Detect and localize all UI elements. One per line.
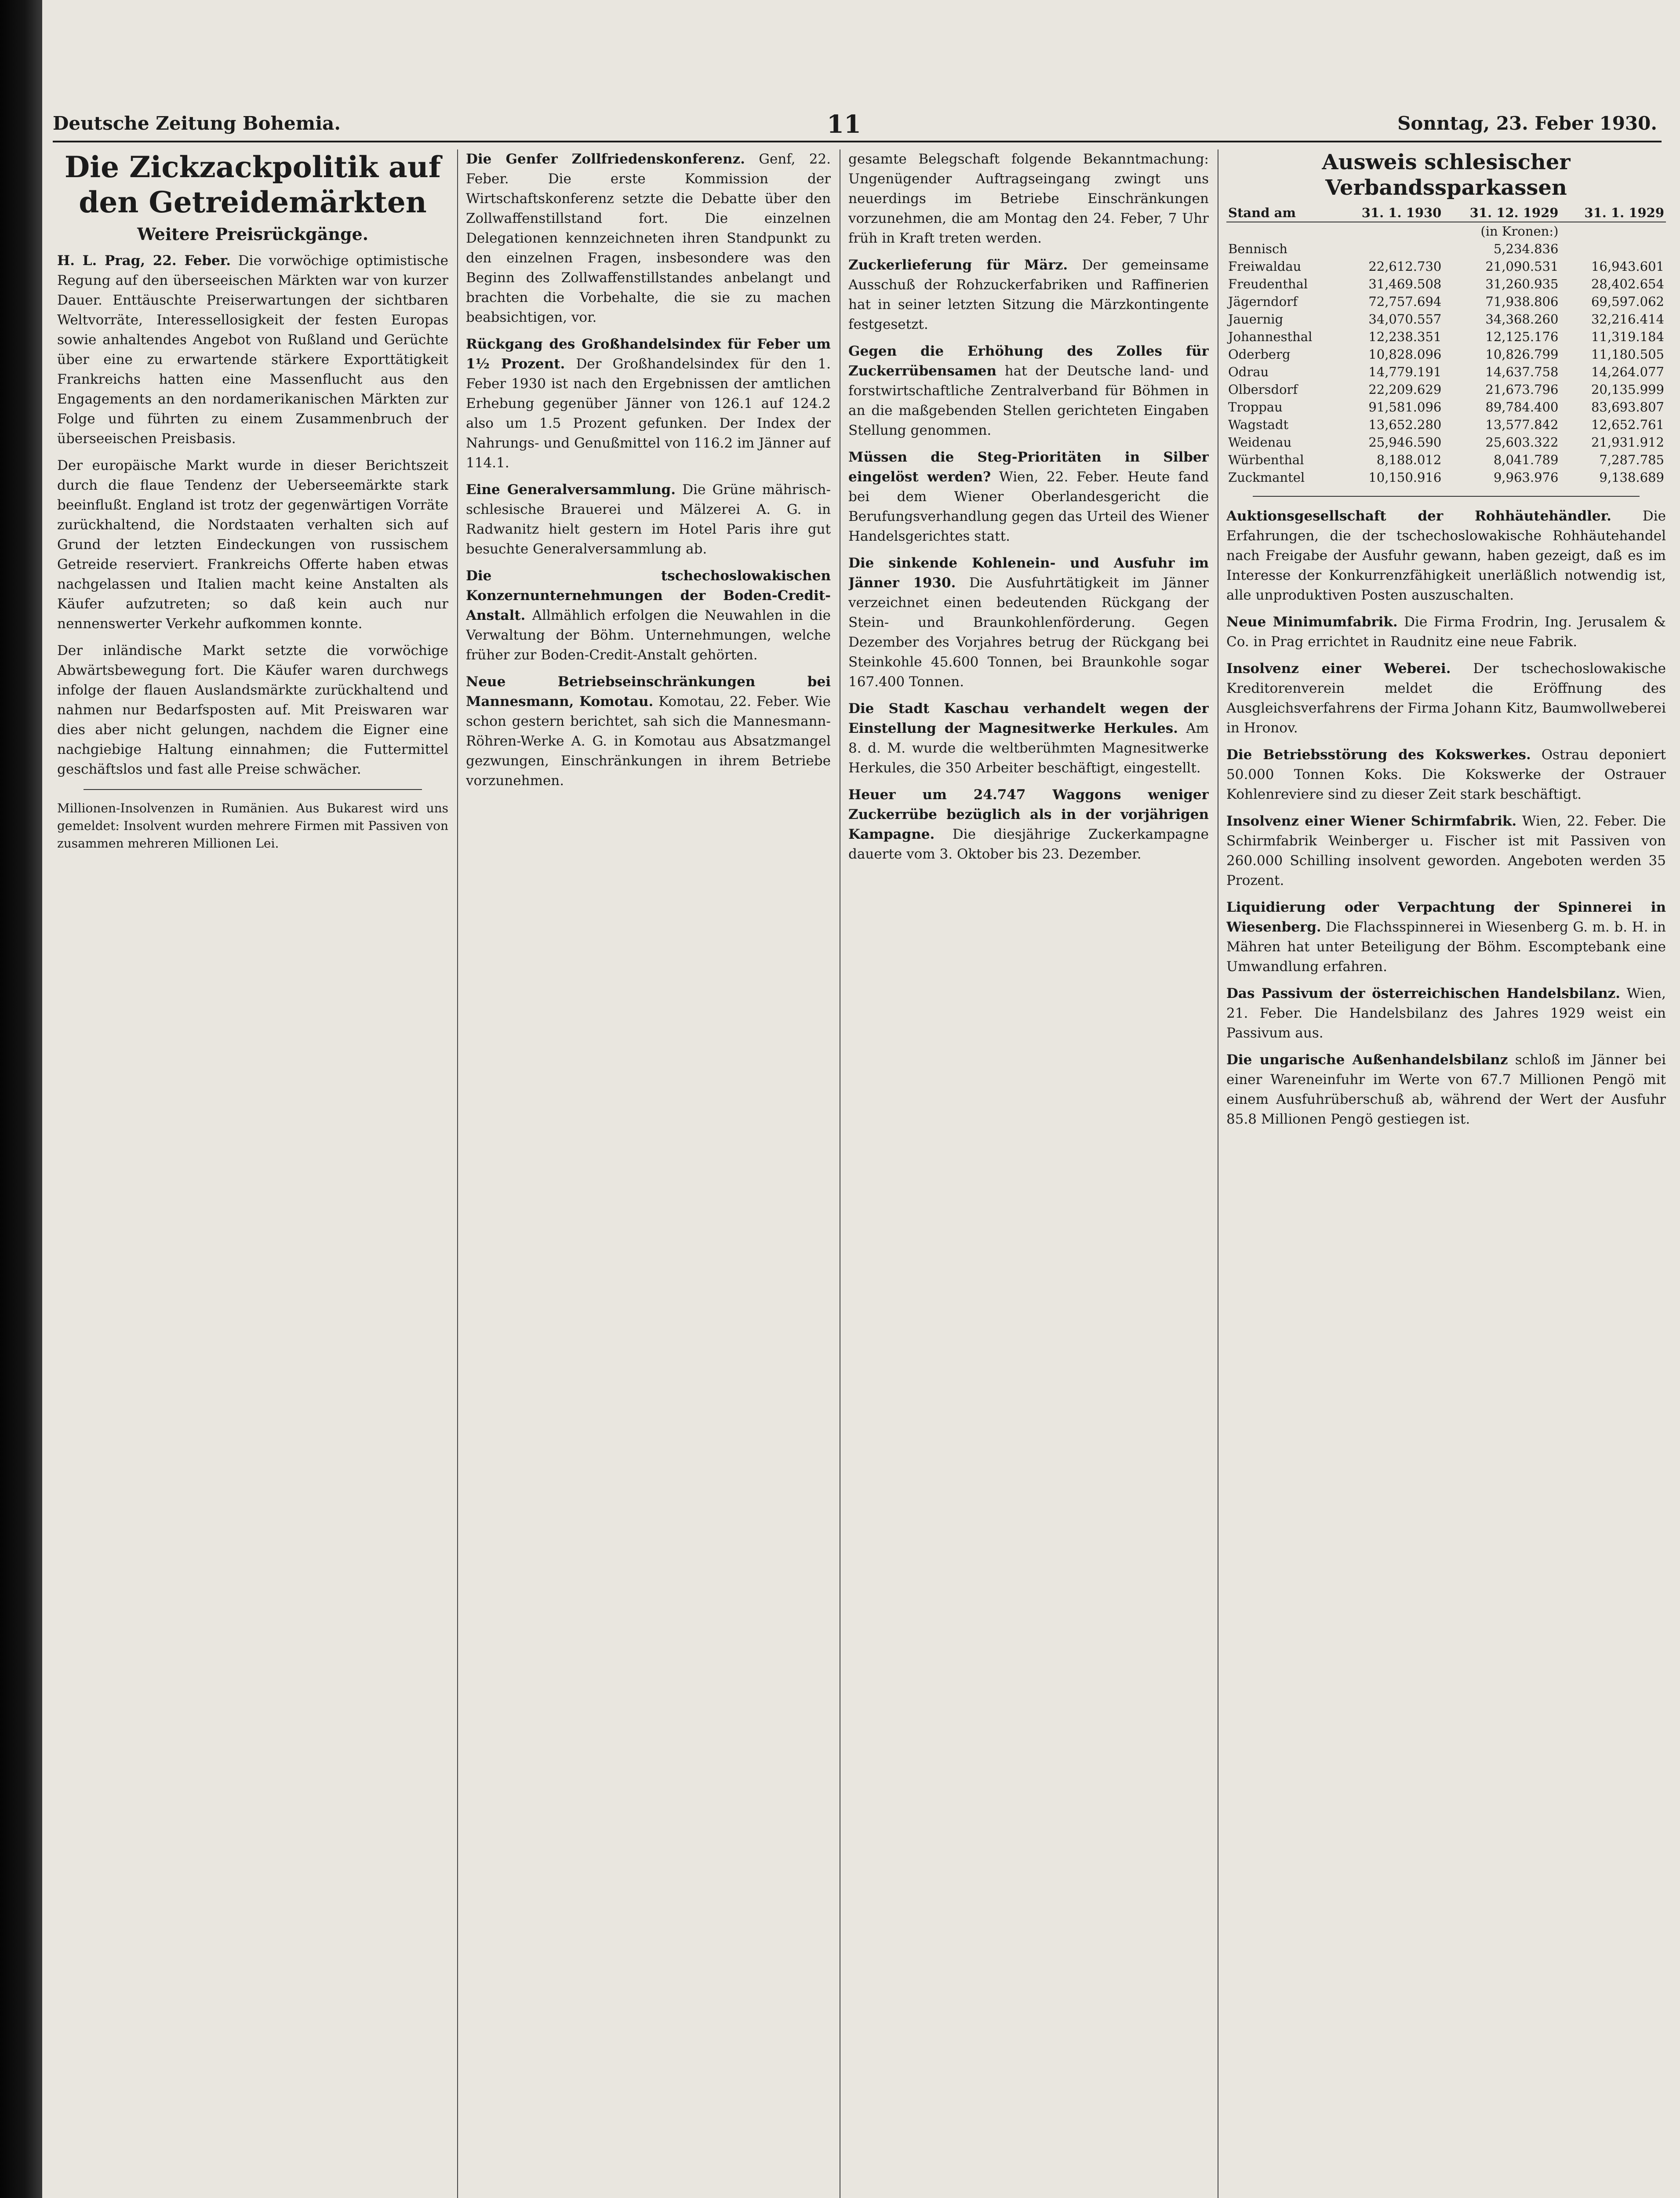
amount-cell: 91,581.096 [1368, 400, 1442, 415]
amount-cell: 14,779.191 [1368, 364, 1442, 379]
amount-cell: 5,234.836 [1493, 241, 1559, 256]
news-item-title: Insolvenz einer Weberei. [1226, 661, 1451, 677]
news-item [466, 672, 831, 791]
amount-cell: 14,637.758 [1485, 364, 1559, 379]
news-item-text: schloß im Jänner bei einer Wareneinfuhr im Werte von 67.7 Millionen Pengö mit einem Ausfuhrüberschuß ab, während der Wert der Ausfuhr 85.8 Millionen Pengö gestiegen ist. [1226, 1052, 1666, 1127]
amount-cell: 72,757.694 [1368, 294, 1442, 309]
table-row [1226, 416, 1666, 433]
amount-cell: 89,784.400 [1485, 400, 1559, 415]
issue-date: Sonntag, 23. Feber 1930. [1397, 113, 1657, 134]
bank-name-cell: Freiwaldau [1228, 259, 1302, 274]
amount-cell: 9,138.689 [1599, 470, 1664, 485]
news-item-title: Eine Generalversammlung. [466, 482, 676, 498]
news-item [848, 553, 1209, 692]
amount-cell: 28,402.654 [1591, 277, 1664, 291]
bank-name-cell: Zuckmantel [1228, 470, 1305, 485]
amount-cell: 10,826.799 [1485, 347, 1559, 362]
amount-cell: 34,368.260 [1485, 312, 1559, 327]
article-headline: Die Zickzackpolitik auf den Getreidemärkten [64, 150, 441, 219]
column-header: 31. 12. 1929 [1443, 204, 1560, 222]
amount-cell: 11,319.184 [1591, 329, 1664, 344]
news-item-text: Wien, 22. Feber. Heute fand bei dem Wiener Oberlandesgericht die Berufungsverhandlung gegen das Urteil des Wiener Handelsgerichtes statt. [848, 469, 1209, 544]
news-item-text: Genf, 22. Feber. Die erste Kommission der Wirtschaftskonferenz setzte die Debatte über den Zollwaffenstillstand fort. Die einzelnen Delegationen kennzeichneten ihren Standpunkt zu den einzelnen Fragen, insbesondere was den Beginn des Zollwaffenstillstandes anbelangt und brachten die Vorbehalte, die sie zu machen beabsichtigen, vor. [466, 151, 831, 325]
savings-bank-table [1226, 204, 1666, 486]
news-item-text: Komotau, 22. Feber. Wie schon gestern berichtet, sah sich die Mannesmann-Röhren-Werke A. G. in Komotau aus Absatzmangel gezwungen, Einschränkungen in ihrem Betriebe vorzunehmen. [466, 694, 831, 789]
news-item-title: Neue Betriebseinschränkungen bei Mannesmann, Komotau. [466, 674, 831, 710]
amount-cell: 12,125.176 [1485, 329, 1559, 344]
article-paragraph: Der inländische Markt setzte die vorwöchige Abwärtsbewegung fort. Die Käufer waren durchwegs infolge der flauen Auslandsmärkte zurückhaltend und nahmen nur Bedarfsposten auf. Mit Preiswaren war dies aber nicht gelungen, nachdem die Eigner eine nachgiebige Haltung einnahmen; die Futtermittel geschäftslos und fast alle Preise schwächer. [57, 643, 448, 777]
bank-name-cell: Freudenthal [1228, 277, 1308, 291]
amount-cell: 21,090.531 [1485, 259, 1559, 274]
bank-name-cell: Jauernig [1228, 312, 1284, 327]
amount-cell: 21,673.796 [1485, 382, 1559, 397]
amount-cell: 31,260.935 [1485, 277, 1559, 291]
table-row [1226, 328, 1666, 346]
amount-cell: 9,963.976 [1493, 470, 1559, 485]
news-item [1226, 1050, 1666, 1129]
news-item [848, 255, 1209, 335]
column-header: 31. 1. 1930 [1338, 204, 1444, 222]
news-item-title: Rückgang des Großhandelsindex für Feber um 1½ Prozent. [466, 336, 831, 372]
column-4 [1226, 149, 1666, 2198]
news-item-title: Zuckerlieferung für März. [848, 257, 1068, 273]
divider [1253, 496, 1640, 497]
page-header [53, 110, 1657, 143]
amount-cell: 16,943.601 [1591, 259, 1664, 274]
news-item-title: Die Genfer Zollfriedenskonferenz. [466, 151, 745, 167]
news-item-title: Auktionsgesellschaft der Rohhäutehändler. [1226, 508, 1611, 524]
news-item [848, 699, 1209, 778]
bank-name-cell: Oderberg [1228, 347, 1291, 362]
news-item [848, 448, 1209, 546]
notice-paragraph: Millionen-Insolvenzen in Rumänien. Aus Bukarest wird uns gemeldet: Insolvent wurden mehrere Firmen mit Passiven von zusammen mehreren Millionen Lei. [57, 801, 448, 851]
news-item-text: Die Grüne mährisch-schlesische Brauerei und Mälzerei A. G. in Radwanitz hielt gestern im Hotel Paris ihre gut besuchte Generalversammlung ab. [466, 482, 831, 557]
table-row [1226, 433, 1666, 451]
table-row [1226, 275, 1666, 293]
header-rule [53, 141, 1662, 142]
news-item-title: Das Passivum der österreichischen Handelsbilanz. [1226, 986, 1621, 1001]
article-paragraph [57, 251, 448, 449]
news-item [466, 566, 831, 665]
news-item-title: Insolvenz einer Wiener Schirmfabrik. [1226, 813, 1517, 829]
table-row [1226, 469, 1666, 486]
table-row [1226, 310, 1666, 328]
column-divider [457, 149, 458, 2198]
byline: H. L. Prag, 22. Feber. [57, 253, 231, 269]
amount-cell: 14,264.077 [1591, 364, 1664, 379]
amount-cell [1560, 240, 1666, 258]
newspaper-name: Deutsche Zeitung Bohemia. [53, 113, 341, 134]
amount-cell: 25,946.590 [1368, 435, 1442, 450]
article-paragraph: Der europäische Markt wurde in dieser Berichtszeit durch die flaue Tendenz der Ueberseemärkte stark beeinflußt. England ist trotz der gegenwärtigen Vorräte zurückhaltend, die Nordstaaten verhalten sich auf Grund der letzten Eindeckungen von russischem Getreide reserviert. Frankreichs Offerte haben etwas nachgelassen und Italien macht keine Anstalten als Käufer aufzutreten; so daß kein auch nur nennenswerter Verkehr aufkommen konnte. [57, 458, 448, 632]
scan-border [0, 0, 42, 2198]
news-item-text: Wien, 21. Feber. Die Handelsbilanz des Jahres 1929 weist ein Passivum aus. [1226, 986, 1666, 1041]
bank-name-cell: Olbersdorf [1228, 382, 1298, 397]
news-item-text: Allmählich erfolgen die Neuwahlen in die Verwaltung der Böhm. Unternehmungen, welche früher zur Boden-Credit-Anstalt gehörten. [466, 608, 831, 663]
table-row [1226, 363, 1666, 381]
news-item-text: Ostrau deponiert 50.000 Tonnen Koks. Die Kokswerke der Ostrauer Kohlenreviere sind zu dieser Zeit stark beschäftigt. [1226, 747, 1666, 802]
column-2 [466, 149, 831, 2198]
amount-cell: 8,041.789 [1493, 452, 1559, 467]
column-3 [848, 149, 1209, 2198]
news-item-title: Die sinkende Kohlenein- und Ausfuhr im Jänner 1930. [848, 555, 1209, 591]
bank-name-cell: Troppau [1228, 400, 1283, 415]
news-item-text: Die diesjährige Zuckerkampagne dauerte vom 3. Oktober bis 23. Dezember. [848, 826, 1209, 862]
amount-cell: 22,612.730 [1368, 259, 1442, 274]
amount-cell: 11,180.505 [1591, 347, 1664, 362]
article-subheadline: Weitere Preisrückgänge. [137, 224, 368, 244]
divider [84, 789, 422, 790]
news-item-text: Die Firma Frodrin, Ing. Jerusalem & Co. in Prag errichtet in Raudnitz eine neue Fabrik. [1226, 614, 1666, 650]
amount-cell: 8,188.012 [1376, 452, 1442, 467]
news-item-title: Die tschechoslowakischen Konzernunternehmungen der Boden-Credit-Anstalt. [466, 568, 831, 623]
bank-name-cell: Wagstadt [1228, 417, 1289, 432]
paragraph-text: Die vorwöchige optimistische Regung auf den überseeischen Märkten war von kurzer Dauer. Enttäuschte Preiserwartungen der sichtbaren Weltvorräte, Interessellosigkeit der festen Europas sowie anhaltendes Angebot von Rußland und Gerüchte über eine zu erwartende stärkere Exporttätigkeit Frankreichs hatten eine Massenflucht aus den Engagements an den nordamerikanischen Märkten zur Folge und führten zu einem Zusammenbruch der überseeischen Preisbasis. [57, 253, 448, 447]
news-item [1226, 612, 1666, 652]
amount-cell: 83,693.807 [1591, 400, 1664, 415]
news-item [848, 785, 1209, 864]
news-item-title: Die ungarische Außenhandelsbilanz [1226, 1052, 1508, 1068]
table-row [1226, 293, 1666, 310]
news-item [466, 480, 831, 559]
column-header: 31. 1. 1929 [1560, 204, 1666, 222]
news-item [466, 335, 831, 473]
news-item [1226, 984, 1666, 1043]
amount-cell: 25,603.322 [1485, 435, 1559, 450]
amount-cell: 12,652.761 [1591, 417, 1664, 432]
news-item-title: Gegen die Erhöhung des Zolles für Zuckerrübensamen [848, 343, 1209, 379]
news-item [1226, 745, 1666, 804]
amount-cell [1338, 240, 1444, 258]
amount-cell: 69,597.062 [1591, 294, 1664, 309]
amount-cell: 7,287.785 [1599, 452, 1664, 467]
amount-cell: 10,150.916 [1368, 470, 1442, 485]
table-header-row [1226, 204, 1666, 222]
news-item [1226, 812, 1666, 891]
news-item-text: Der tschechoslowakische Kreditorenverein meldet die Eröffnung des Ausgleichsverfahrens der Firma Johann Kitz, Baumwollweberei in Hronov. [1226, 661, 1666, 736]
table-row [1226, 346, 1666, 363]
news-item [1226, 898, 1666, 977]
news-item-text: hat der Deutsche land- und forstwirtschaftliche Zentralverband für Böhmen in an die maßgebenden Stellen gerichteten Eingaben Stellung genommen. [848, 363, 1209, 438]
amount-cell: 31,469.508 [1368, 277, 1442, 291]
amount-cell: 10,828.096 [1368, 347, 1442, 362]
table-row [1226, 258, 1666, 275]
amount-cell: 21,931.912 [1591, 435, 1664, 450]
page-number: 11 [827, 110, 861, 139]
news-item-title: Heuer um 24.747 Waggons weniger Zuckerrübe bezüglich als in der vorjährigen Kampagne. [848, 787, 1209, 842]
bank-name-cell: Odrau [1228, 364, 1269, 379]
amount-cell: 22,209.629 [1368, 382, 1442, 397]
amount-cell: 13,577.842 [1485, 417, 1559, 432]
news-item-title: Müssen die Steg-Prioritäten in Silber eingelöst werden? [848, 449, 1209, 485]
news-item [1226, 506, 1666, 605]
bank-name-cell: Johannesthal [1228, 329, 1313, 344]
unit-label: (in Kronen:) [1480, 224, 1559, 239]
table-title: Ausweis schlesischer Verbandssparkassen [1322, 150, 1571, 200]
news-item [848, 342, 1209, 440]
amount-cell: 32,216.414 [1591, 312, 1664, 327]
table-unit-row [1226, 222, 1666, 240]
news-item-text: Der gemeinsame Ausschuß der Rohzuckerfabriken und Raffinerien hat in seiner letzten Sitzung die Märzkontingente festgesetzt. [848, 257, 1209, 332]
table-row [1226, 381, 1666, 398]
bank-name-cell: Bennisch [1228, 241, 1287, 256]
amount-cell: 20,135.999 [1591, 382, 1664, 397]
news-item-text: Die Ausfuhrtätigkeit im Jänner verzeichnet einen bedeutenden Rückgang der Stein- und Braunkohlenförderung. Gegen Dezember des Vorjahres betrug der Rückgang bei Steinkohle 45.600 Tonnen, bei Braunkohle sogar 167.400 Tonnen. [848, 575, 1209, 690]
news-item-title: Liquidierung oder Verpachtung der Spinnerei in Wiesenberg. [1226, 899, 1666, 935]
news-item-text: Am 8. d. M. wurde die weltberühmten Magnesitwerke Herkules, die 350 Arbeiter beschäftigt, eingestellt. [848, 721, 1209, 776]
amount-cell: 71,938.806 [1485, 294, 1559, 309]
news-item-text: Die Flachsspinnerei in Wiesenberg G. m. b. H. in Mähren hat unter Beteiligung der Böhm. Escomptebank eine Umwandlung erfahren. [1226, 919, 1666, 975]
news-item-title: Die Betriebsstörung des Kokswerkes. [1226, 747, 1531, 763]
amount-cell: 13,652.280 [1368, 417, 1442, 432]
news-item-text: Der Großhandelsindex für den 1. Feber 1930 ist nach den Ergebnissen der amtlichen Erhebung gegenüber Jänner von 126.1 auf 124.2 also um 1.5 Prozent gefunken. Der Index der Nahrungs- und Genußmittel von 116.2 im Jänner auf 114.1. [466, 356, 831, 471]
table-row [1226, 398, 1666, 416]
news-item-title: Neue Minimumfabrik. [1226, 614, 1398, 630]
table-body [1226, 240, 1666, 486]
news-item [1226, 659, 1666, 738]
news-item-title: Die Stadt Kaschau verhandelt wegen der Einstellung der Magnesitwerke Herkules. [848, 701, 1209, 736]
table-row [1226, 451, 1666, 469]
news-item [466, 149, 831, 328]
bank-name-cell: Jägerndorf [1228, 294, 1298, 309]
table-row [1226, 240, 1666, 258]
column-header: Stand am [1226, 204, 1338, 222]
column-1 [57, 149, 448, 2198]
amount-cell: 12,238.351 [1368, 329, 1442, 344]
news-item-text: gesamte Belegschaft folgende Bekanntmachung: Ungenügender Auftragseingang zwingt uns neuerdings im Betriebe Einschränkungen vorzunehmen, die am Montag den 24. Feber, 7 Uhr früh in Kraft treten werden. [848, 151, 1209, 246]
news-item-text: Die Erfahrungen, die der tschechoslowakische Rohhäutehandel nach Freigabe der Ausfuhr gewann, haben gezeigt, daß es im Interesse der Konkurrenzfähigkeit unerläßlich notwendig ist, alle unproduktiven Posten auszuschalten. [1226, 508, 1666, 603]
bank-name-cell: Würbenthal [1228, 452, 1304, 467]
amount-cell: 34,070.557 [1368, 312, 1442, 327]
news-item-text: Wien, 22. Feber. Die Schirmfabrik Weinberger u. Fischer ist mit Passiven von 260.000 Schilling insolvent geworden. Angeboten werden 35 Prozent. [1226, 813, 1666, 888]
bank-name-cell: Weidenau [1228, 435, 1292, 450]
